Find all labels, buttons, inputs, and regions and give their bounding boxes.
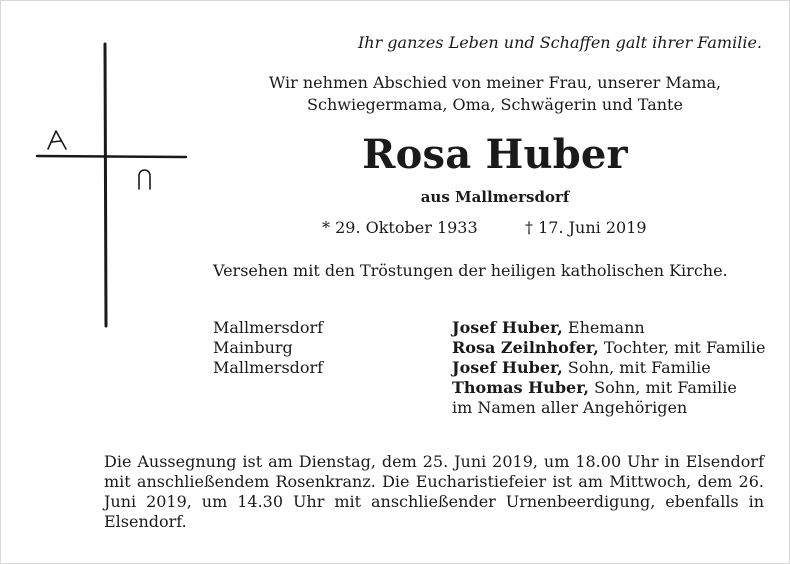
mourner-name: Josef Huber, xyxy=(452,358,563,377)
funeral-details: Die Aussegnung ist am Dienstag, dem 25. Juni 2019, um 18.00 Uhr in Elsendorf mit anschließendem Rosenkranz. Die Eucharistiefeier ist am Mittwoch, dem 26. Juni 2019, um 14.30 Uhr mit anschließender Urnenbeerdigung, ebenfalls in Elsendorf. xyxy=(104,452,764,531)
intro-line-2: Schwiegermama, Oma, Schwägerin und Tante xyxy=(307,95,683,114)
cross-alpha-omega-icon xyxy=(0,0,200,330)
mourner-relation: Ehemann xyxy=(562,318,645,337)
mourner-relation: Sohn, mit Familie xyxy=(562,358,711,377)
mourner-place: Mallmersdorf xyxy=(213,318,324,337)
intro-text xyxy=(200,72,790,116)
motto: Ihr ganzes Leben und Schaffen galt ihrer Familie. xyxy=(357,33,762,52)
deceased-origin: aus Mallmersdorf xyxy=(420,188,570,206)
mourner-name: Josef Huber, xyxy=(452,318,563,337)
mourner-relation: im Namen aller Angehörigen xyxy=(452,398,688,417)
birth-date: * 29. Oktober 1933 xyxy=(322,218,478,237)
intro-line-1: Wir nehmen Abschied von meiner Frau, unserer Mama, xyxy=(268,73,722,92)
mourner-place: Mainburg xyxy=(213,338,293,357)
mourner-name: Rosa Zeilnhofer, xyxy=(452,338,599,357)
mourner-relation: Sohn, mit Familie xyxy=(589,378,737,397)
mourner-place: Mallmersdorf xyxy=(213,358,324,377)
faith-line: Versehen mit den Tröstungen der heiligen katholischen Kirche. xyxy=(213,261,728,280)
death-date: † 17. Juni 2019 xyxy=(525,218,647,237)
mourner-relation: Tochter, mit Familie xyxy=(598,338,766,357)
deceased-name: Rosa Huber xyxy=(362,131,628,178)
mourner-name: Thomas Huber, xyxy=(452,378,590,397)
